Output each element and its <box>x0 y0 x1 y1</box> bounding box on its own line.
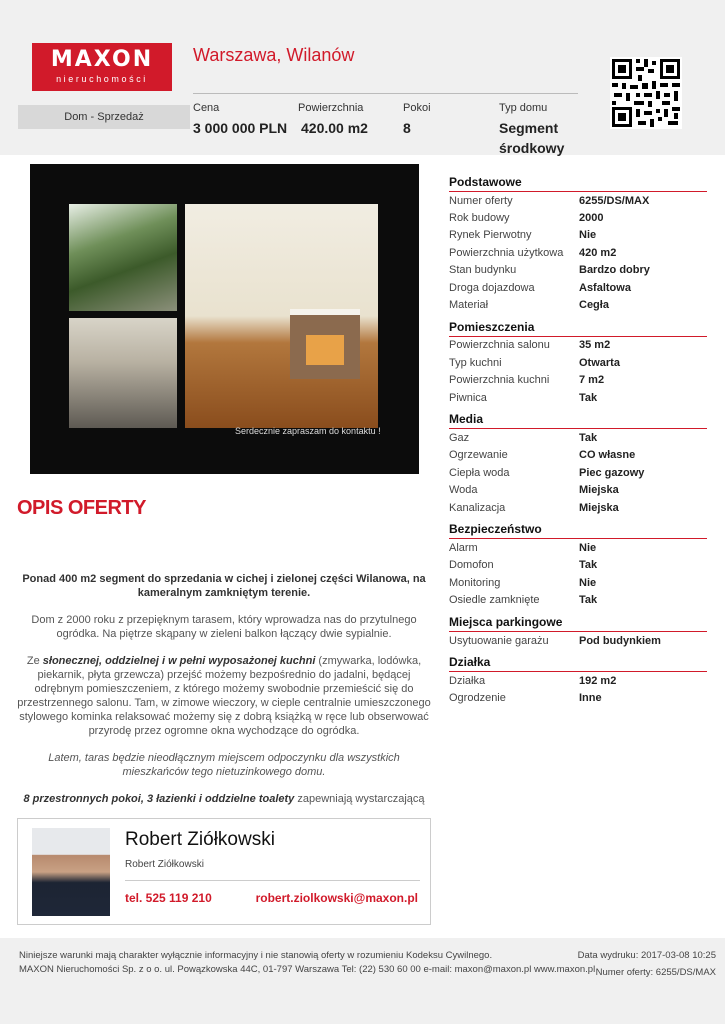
spec-value: Tak <box>579 431 598 444</box>
section-media <box>449 412 707 516</box>
spec-value: Nie <box>579 229 597 242</box>
qr-code-icon[interactable] <box>610 57 682 129</box>
stat-label: Pokoi <box>403 102 431 114</box>
spec-key: Ogrzewanie <box>449 449 508 462</box>
spec-row <box>449 296 707 313</box>
fireplace <box>290 309 360 379</box>
spec-value: 6255/DS/MAX <box>579 194 650 207</box>
stat-value: 8 <box>403 120 411 136</box>
spec-value: Tak <box>579 594 598 607</box>
spec-value: Tak <box>579 559 598 572</box>
text-emphasis: 8 przestronnych pokoi, 3 łazienki i oddzielne toalety <box>23 793 295 805</box>
header-divider <box>193 93 578 94</box>
spec-key: Piwnica <box>449 391 487 404</box>
spec-key: Numer oferty <box>449 194 513 207</box>
spec-row <box>449 244 707 261</box>
spec-row <box>449 464 707 481</box>
spec-key: Domofon <box>449 559 494 572</box>
spec-value: Asfaltowa <box>579 281 631 294</box>
stat-value: 3 000 000 PLN <box>193 120 288 136</box>
description-body <box>17 572 431 819</box>
description-paragraph <box>17 654 431 738</box>
stat-price <box>193 101 287 138</box>
description-title: OPIS OFERTY <box>17 497 146 519</box>
spec-row <box>449 262 707 279</box>
header <box>0 0 725 155</box>
spec-row <box>449 354 707 371</box>
section-security <box>449 522 707 609</box>
specs-panel <box>449 175 707 713</box>
spec-key: Stan budynku <box>449 264 517 277</box>
avatar <box>32 828 110 916</box>
spec-row <box>449 279 707 296</box>
print-date: Data wydruku: 2017-03-08 10:25 <box>577 950 716 961</box>
section-title: Bezpieczeństwo <box>449 522 707 539</box>
spec-key: Ciepła woda <box>449 466 510 479</box>
spec-value: Bardzo dobry <box>579 264 650 277</box>
text-span: zapewniają wystarczającą <box>294 793 425 805</box>
text-span: Ze <box>26 655 43 667</box>
section-plot <box>449 655 707 707</box>
description-paragraph: Dom z 2000 roku z przepięknym tarasem, który wprowadza nas do przytulnego ogródka. Na piętrze skąpany w zieleni balkon łączący dwie sypialnie. <box>31 614 417 640</box>
spec-row <box>449 227 707 244</box>
offer-number: Numer oferty: 6255/DS/MAX <box>595 967 716 978</box>
spec-value: 420 m2 <box>579 246 617 259</box>
spec-row <box>449 447 707 464</box>
footer-disclaimer: Niniejsze warunki mają charakter wyłącznie informacyjny i nie stanowią oferty w rozumieniu Kodeksu Cywilnego. <box>19 950 493 961</box>
spec-row <box>449 372 707 389</box>
logo-brand: MAXON <box>50 47 154 72</box>
spec-row <box>449 574 707 591</box>
spec-row <box>449 591 707 608</box>
spec-key: Alarm <box>449 541 478 554</box>
text-span: (zmywarka, lodówka, piekarnik, płyta grzewcza) przejść możemy bezpośrednio do jadalni, będącej odrębnym pomieszczeniem, z którego możemy swobodnie przemieścić się do przestrzennego salonu. Tam, w zimowe wieczory, w cieple centralnie umieszczonego stylowego kominka relaksować możemy się z dobrą książką w ręce lub obserwować przyrodę przez ogromne okna wychodzące do ogródka. <box>17 655 431 737</box>
stat-value: 420.00 m2 <box>301 120 368 136</box>
spec-key: Powierzchnia salonu <box>449 339 550 352</box>
spec-key: Działka <box>449 674 486 687</box>
spec-row <box>449 672 707 689</box>
spec-key: Droga dojazdowa <box>449 281 535 294</box>
section-title: Media <box>449 412 707 429</box>
stat-label: Typ domu <box>499 102 548 114</box>
stat-rooms <box>403 101 431 138</box>
spec-row <box>449 499 707 516</box>
section-title: Miejsca parkingowe <box>449 615 707 632</box>
spec-key: Powierzchnia użytkowa <box>449 246 564 259</box>
section-title: Pomieszczenia <box>449 320 707 337</box>
agent-name: Robert Ziółkowski <box>125 829 275 850</box>
stat-label: Cena <box>193 102 220 114</box>
spec-value: Pod budynkiem <box>579 634 661 647</box>
spec-key: Powierzchnia kuchni <box>449 374 550 387</box>
spec-value: Cegła <box>579 299 609 312</box>
spec-value: 192 m2 <box>579 674 617 687</box>
footer-legal <box>19 949 595 977</box>
spec-value: 2000 <box>579 212 604 225</box>
description-paragraph <box>17 792 431 806</box>
spec-row <box>449 389 707 406</box>
spec-value: Tak <box>579 391 598 404</box>
spec-key: Rynek Pierwotny <box>449 229 532 242</box>
spec-row <box>449 539 707 556</box>
agent-divider <box>125 880 420 881</box>
spec-key: Ogrodzenie <box>449 692 506 705</box>
spec-value: Piec gazowy <box>579 466 645 479</box>
spec-value: Miejska <box>579 501 619 514</box>
spec-row <box>449 632 707 649</box>
property-photo[interactable] <box>30 164 419 474</box>
description-paragraph: Latem, taras będzie nieodłącznym miejscem odpoczynku dla wszystkich mieszkańców tego nietuzinkowego domu. <box>48 752 400 778</box>
spec-key: Woda <box>449 484 478 497</box>
agent-email-link[interactable]: robert.ziolkowski@maxon.pl <box>255 891 418 905</box>
description-lead: Ponad 400 m2 segment do sprzedania w cichej i zielonej części Wilanowa, na kameralnym zamkniętym terenie. <box>22 573 426 599</box>
agent-phone-link[interactable]: tel. 525 119 210 <box>125 891 212 905</box>
spec-key: Typ kuchni <box>449 356 502 369</box>
spec-key: Osiedle zamknięte <box>449 594 540 607</box>
spec-value: Nie <box>579 541 597 554</box>
stat-label: Powierzchnia <box>298 102 364 114</box>
spec-key: Rok budowy <box>449 212 510 225</box>
location-title: Warszawa, Wilanów <box>193 45 355 65</box>
section-basic <box>449 175 707 314</box>
agent-subtitle: Robert Ziółkowski <box>125 859 204 870</box>
maxon-logo[interactable] <box>32 43 172 91</box>
photo-caption: Serdecznie zapraszam do kontaktu ! <box>235 426 381 436</box>
footer <box>0 938 725 1024</box>
spec-value: 7 m2 <box>579 374 605 387</box>
spec-value: Miejska <box>579 484 619 497</box>
section-parking <box>449 615 707 649</box>
spec-value: Inne <box>579 692 602 705</box>
spec-key: Materiał <box>449 299 489 312</box>
spec-key: Monitoring <box>449 576 501 589</box>
footer-meta <box>578 949 716 980</box>
spec-value: 35 m2 <box>579 339 611 352</box>
spec-value: CO własne <box>579 449 636 462</box>
footer-company: MAXON Nieruchomości Sp. z o o. ul. Powązkowska 44C, 01-797 Warszawa Tel: (22) 530 60 00 e-mail: maxon@maxon.pl www.maxon.pl <box>19 964 596 975</box>
section-rooms <box>449 320 707 407</box>
section-title: Działka <box>449 655 707 672</box>
offer-type-badge: Dom - Sprzedaż <box>18 105 190 129</box>
agent-card <box>17 818 431 925</box>
spec-value: Otwarta <box>579 356 620 369</box>
spec-row <box>449 690 707 707</box>
spec-value: Nie <box>579 576 597 589</box>
spec-row <box>449 192 707 209</box>
photo-living-room <box>185 204 378 428</box>
photo-garden <box>69 204 177 311</box>
text-emphasis: słonecznej, oddzielnej i w pełni wyposażonej kuchni <box>42 655 316 667</box>
spec-key: Gaz <box>449 431 470 444</box>
spec-key: Kanalizacja <box>449 501 506 514</box>
spec-row <box>449 337 707 354</box>
stat-area <box>298 101 368 138</box>
logo-sub: nieruchomości <box>56 74 148 84</box>
spec-row <box>449 481 707 498</box>
photo-entrance <box>69 318 177 428</box>
stat-house-type <box>499 101 574 158</box>
spec-row <box>449 429 707 446</box>
section-title: Podstawowe <box>449 175 707 192</box>
spec-row <box>449 209 707 226</box>
spec-row <box>449 557 707 574</box>
stat-value: Segment środkowy <box>499 120 565 156</box>
spec-key: Usytuowanie garażu <box>449 634 549 647</box>
